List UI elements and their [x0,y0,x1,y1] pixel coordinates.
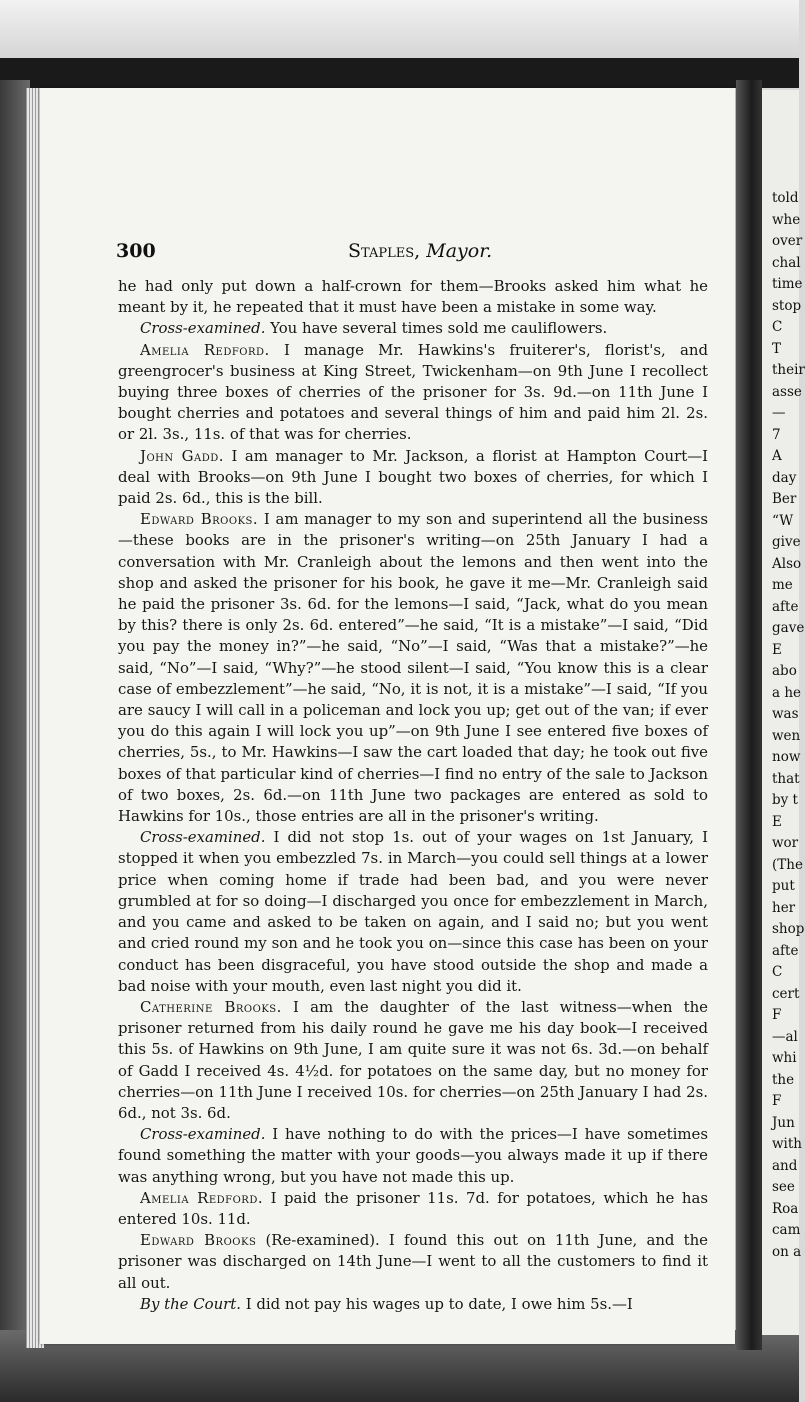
facing-page-line: the [772,1071,795,1088]
paragraph-label [118,318,708,339]
examination-label: Cross-examined. [140,1125,266,1144]
paragraph-court [118,1294,708,1315]
facing-page-line: E [772,813,782,830]
facing-page-line: whe [772,211,801,228]
facing-page-line: Ber [772,491,797,507]
facing-page-line: chal [772,254,801,271]
paragraph-speaker [118,446,708,510]
facing-page-line: her [772,899,796,916]
facing-page-line: Roa [772,1200,799,1217]
facing-page-line: F [772,1007,782,1023]
facing-page-line: cert [772,985,800,1002]
facing-page-line: now [772,749,801,765]
facing-page-line: afte [772,942,799,959]
page-number: 300 [116,240,156,262]
facing-page-line: wor [772,835,799,851]
facing-page-line: see [772,1179,795,1195]
facing-page-line: a he [772,684,802,701]
facing-page-line: day [772,469,797,486]
running-head-name: Staples, [348,240,421,262]
witness-name: Catherine Brooks. [140,997,282,1016]
paragraph-text: You have several times sold me cauliflowers. [265,319,608,338]
examination-label: Cross-examined. [140,319,266,338]
facing-page-line: E [772,641,782,658]
paragraph-cont [118,276,708,318]
paragraph-text: I did not stop 1s. out of your wages on 1st January, I stopped it when you embezzled 7s. in March—you could sell things at a lower price when coming home if trade had been bad, and you were never grumbled at for so doing—I discharged you once for embezzlement in March, and you came and asked to be taken on again, and I said no; but you went and cried round my son and he took you on—since this case has been on your conduct has been disgraceful, you have stood outside the shop and made a bad noise with your mouth, even last night you did it. [118,828,708,995]
facing-page-line: told [772,190,799,206]
witness-name: Amelia Redford. [140,1188,264,1207]
facing-page-line: wen [772,727,801,744]
facing-page-line: Jun [772,1114,795,1131]
paragraph-text: I am the daughter of the last witness—when the prisoner returned from his daily round he gave me his day book—I received this 5s. of Hawkins on 9th June, I am quite sure it was not 6s. 3d.—on behalf of Gadd I received 4s. 4½d. for potatoes on the same day, but no money for cherries—on 11th June I received 10s. for cherries—on 25th January I had 2s. 6d., not 3s. 6d. [118,997,708,1122]
witness-name: Edward Brooks [140,1231,257,1250]
facing-page-line: and [772,1157,798,1174]
facing-page-line: “W [772,512,794,529]
facing-page-line: F [772,1093,782,1109]
facing-page-line: stop [772,297,802,314]
facing-page-line: with [772,1136,802,1152]
paragraph-text: I have nothing to do with the prices—I have sometimes found something the matter with your goods—you always made it up if there was anything wrong, but you have not made this up. [118,1125,708,1186]
facing-page-line: that [772,770,800,787]
facing-page-line: Also [772,555,802,572]
paragraph-label [118,827,708,997]
paragraph-speaker [118,1188,708,1230]
running-head [348,240,492,262]
paragraph-speaker [118,1230,708,1294]
facing-page-line: give [772,534,801,550]
scan-dark-band [0,58,799,88]
witness-name: John Gadd. [140,446,225,465]
paragraph-speaker [118,340,708,446]
facing-page-line: their [772,362,805,378]
court-label: By the Court. [140,1294,241,1313]
facing-page-line: A [772,448,782,464]
facing-page-line: — [772,405,786,421]
paragraph-text: (Re-examined). I found this out on 11th June, and the prisoner was discharged on 14th June—I went to all the customers to find it all out. [118,1231,708,1292]
paragraph-text: I manage Mr. Hawkins's fruiterer's, florist's, and greengrocer's business at King Street, Twickenham—on 9th June I recollect buying three boxes of cherries of the prisoner for 3s. 9d.—on 11th June I bought cherries and potatoes and several things of him and paid him 2l. 2s. or 2l. 3s., 11s. of that was for cherries. [118,340,708,444]
witness-name: Edward Brooks. [140,510,259,529]
facing-page-line: T [772,340,782,357]
running-head-title: Mayor. [426,240,493,262]
facing-page-line: gave [772,620,805,636]
paragraph-text: he had only put down a half-crown for them—Brooks asked him what he meant by it, he repeated that it must have been a mistake in some way. [118,277,708,317]
paragraph-text: I paid the prisoner 11s. 7d. for potatoes, which he has entered 10s. 11d. [118,1188,708,1228]
examination-label: Cross-examined. [140,828,266,847]
witness-name: Amelia Redford. [140,340,270,359]
body-text [118,276,708,1315]
paragraph-label [118,1124,708,1188]
paragraph-speaker [118,997,708,1124]
paragraph-speaker [118,509,708,827]
facing-page-fragment [762,90,805,1335]
book-page [40,88,735,1344]
facing-page-line: C [772,964,783,980]
facing-page-line: me [772,577,793,593]
facing-page-line: afte [772,598,799,615]
facing-page-line: on a [772,1243,802,1260]
facing-page-line: C [772,319,783,335]
paragraph-text: I am manager to Mr. Jackson, a florist at Hampton Court—I deal with Brooks—on 9th June I bought two boxes of cherries, for which I paid 2s. 6d., this is the bill. [118,446,708,508]
facing-page-line: cam [772,1222,801,1238]
book-gutter [736,80,762,1350]
paragraph-text: I did not pay his wages up to date, I owe him 5s.—I [241,1294,633,1313]
page-header [40,240,735,264]
facing-page-line: over [772,233,803,249]
facing-page-line: was [772,706,799,722]
facing-page-line: shop [772,921,805,937]
facing-page-line: abo [772,663,797,679]
facing-page-line: asse [772,383,802,400]
facing-page-line: (The [772,856,803,873]
facing-page-line: by t [772,792,798,808]
facing-page-line: time [772,276,803,292]
facing-page-line: put [772,878,795,894]
paragraph-text: I am manager to my son and superintend all the business—these books are in the prisoner's writing—on 25th January I had a conversation with Mr. Cranleigh about the lemons and then went into the shop and asked the prisoner for his book, he gave it me—Mr. Cranleigh said he paid the prisoner 3s. 6d. for the lemons—I said, “Jack, what do you mean by this? there is only 2s. 6d. entered”—he said, “It is a mistake”—I said, “Did you pay the money in?”—he said, “No”—I said, “Was that a mistake?”—he said, “No”—I said, “Why?”—he stood silent—I said, “You know this is a clear case of embezzlement”—he said, “No, it is not, it is a mistake”—I said, “If you are saucy I will call in a policeman and lock you up; get out of the van; if ever you do this again I will lock you up”—on 9th June I see entered five boxes of cherries, 5s., to Mr. Hawkins—I saw the cart loaded that day; he took out five boxes of that particular kind of cherries—I find no entry of the sale to Jackson of two boxes, 2s. 6d.—on 11th June two packages are entered as sold to Hawkins for 10s., those entries are all in the prisoner's writing. [118,510,708,826]
facing-page-line: 7 [772,426,781,443]
facing-page-line: —al [772,1028,798,1045]
facing-page-line: whi [772,1050,797,1066]
